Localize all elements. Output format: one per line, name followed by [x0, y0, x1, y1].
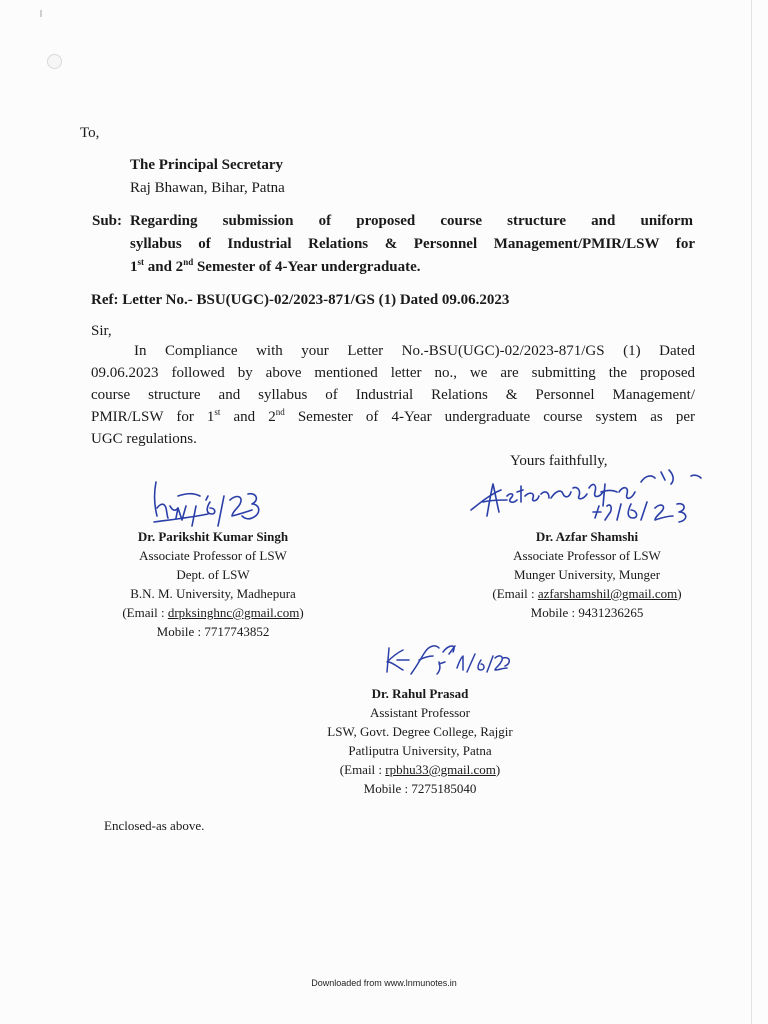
subject-sem1: 1 [130, 259, 138, 275]
signature-1 [148, 478, 273, 530]
signatory-3-institution: Patliputra University, Patna [348, 743, 492, 758]
signatory-3-designation: Assistant Professor [369, 705, 471, 720]
signatory-2-email-line [460, 584, 714, 603]
signatory-1-name: Dr. Parikshit Kumar Singh [137, 529, 289, 544]
signatory-3-college: LSW, Govt. Degree College, Rajgir [327, 724, 513, 739]
subject-sem2-sup: nd [183, 257, 194, 267]
body-line-4-c: Semester of 4-Year undergraduate course system as per [284, 409, 695, 425]
page-edge-line [751, 0, 752, 1024]
closing: Yours faithfully, [510, 453, 608, 469]
signatory-3-mobile: Mobile : 7275185040 [363, 781, 477, 796]
signatory-1-email-suffix: ) [299, 605, 304, 620]
signatory-3-email-line [300, 760, 540, 779]
body-line-4-a: PMIR/LSW for 1 [91, 409, 215, 425]
signatory-3-email-suffix: ) [495, 762, 501, 777]
body-line-1: In Compliance with your Letter No.-BSU(UGC)-02/2023-871/GS (1) Dated [134, 343, 695, 359]
signatory-1-email-line [92, 603, 334, 622]
subject-line-2: syllabus of Industrial Relations & Personnel Management/PMIR/LSW for [130, 236, 695, 252]
reference-line: Ref: Letter No.- BSU(UGC)-02/2023-871/GS (1) Dated 09.06.2023 [91, 292, 510, 308]
signatory-2-mobile: Mobile : 9431236265 [530, 605, 644, 620]
subject-rest: Semester of 4-Year undergraduate. [193, 259, 421, 275]
signature-3 [383, 638, 513, 680]
signatory-1-email[interactable]: drpksinghnc@gmail.com [167, 605, 300, 620]
signatory-2-email-suffix: ) [677, 586, 682, 601]
subject-line-3 [130, 259, 421, 276]
subject-line-1: Regarding submission of proposed course structure and uniform [130, 213, 693, 229]
signatory-3 [300, 684, 540, 798]
signatory-2-email-prefix: (Email : [492, 586, 538, 601]
download-footer: Downloaded from www.lnmunotes.in [311, 978, 457, 988]
recipient-title: The Principal Secretary [130, 157, 284, 173]
body-line-3: course structure and syllabus of Industrial Relations & Personnel Management/ [91, 387, 695, 403]
body-line-4-b: and 2 [220, 409, 276, 425]
body-line-4 [91, 409, 695, 426]
salutation-sir: Sir, [91, 323, 112, 339]
punch-hole [47, 54, 62, 69]
signatory-1-mobile: Mobile : 7717743852 [156, 624, 270, 639]
signatory-2-designation: Associate Professor of LSW [513, 548, 661, 563]
signatory-1-institution: B.N. M. University, Madhepura [130, 586, 296, 601]
signatory-2-name: Dr. Azfar Shamshi [535, 529, 639, 544]
signatory-2-institution: Munger University, Munger [513, 567, 661, 582]
signature-2 [465, 462, 705, 524]
signatory-1 [92, 527, 334, 641]
enclosure-note: Enclosed-as above. [104, 818, 205, 833]
signatory-2 [460, 527, 714, 622]
body-line-4-sup1: st [214, 407, 221, 417]
signatory-1-dept: Dept. of LSW [176, 567, 250, 582]
recipient-address: Raj Bhawan, Bihar, Patna [130, 180, 285, 196]
scan-mark [40, 10, 42, 17]
signatory-3-name: Dr. Rahul Prasad [371, 686, 469, 701]
signatory-3-email-prefix: (Email : [339, 762, 386, 777]
salutation-to: To, [80, 125, 100, 141]
signatory-1-email-prefix: (Email : [122, 605, 168, 620]
body-line-5: UGC regulations. [91, 431, 197, 447]
body-line-2: 09.06.2023 followed by above mentioned letter no., we are submitting the proposed [91, 365, 695, 381]
body-line-4-sup2: nd [275, 407, 285, 417]
signatory-1-designation: Associate Professor of LSW [139, 548, 287, 563]
signatory-2-email[interactable]: azfarshamshil@gmail.com [537, 586, 678, 601]
signatory-3-email[interactable]: rpbhu33@gmail.com [385, 762, 496, 777]
subject-label: Sub: [92, 213, 123, 229]
subject-sem2: and 2 [144, 259, 184, 275]
subject-sem1-sup: st [137, 257, 144, 267]
